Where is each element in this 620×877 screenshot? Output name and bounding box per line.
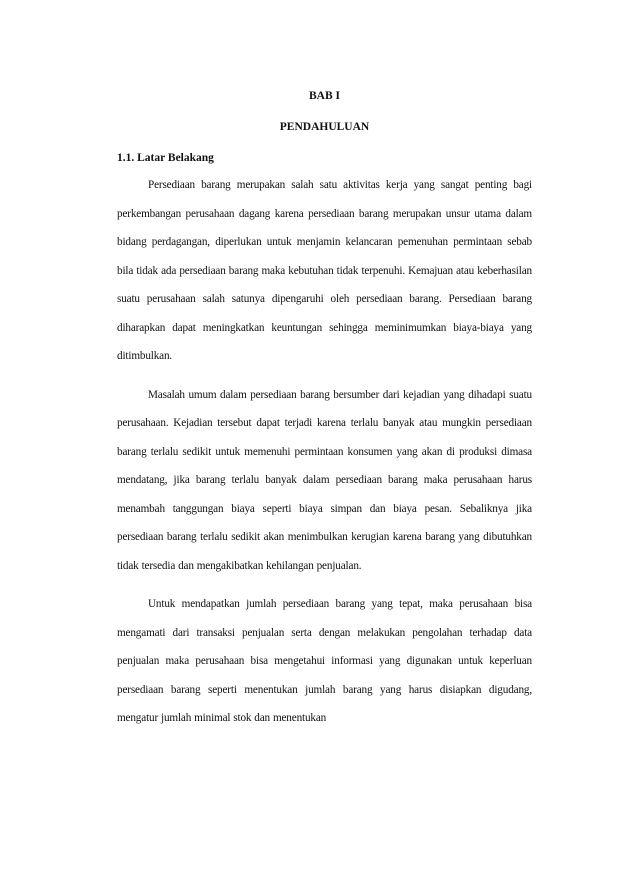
chapter-number: BAB I — [309, 90, 340, 102]
paragraph-1: Persediaan barang merupakan salah satu aktivitas kerja yang sangat penting bagi perkembangan perusahaan dagang karena persediaan barang merupakan unsur utama dalam bidang perdagangan, diperlukan untuk menjamin kelancaran pemenuhan permintaan sebab bila tidak ada persediaan barang maka kebutuhan tidak terpenuhi. Kemajuan atau keberhasilan suatu perusahaan salah satunya dipengaruhi oleh persediaan barang. Persediaan barang diharapkan dapat meningkatkan keuntungan sehingga meminimumkan biaya-biaya yang ditimbulkan. — [117, 179, 532, 362]
section-heading: 1.1. Latar Belakang — [117, 152, 214, 164]
paragraph-2: Masalah umum dalam persediaan barang bersumber dari kejadian yang dihadapi suatu perusahaan. Kejadian tersebut dapat terjadi karena terlalu banyak atau mungkin persediaan barang terlalu sedikit untuk memenuhi permintaan konsumen yang akan di produksi dimasa mendatang, jika barang terlalu banyak dalam persediaan barang maka perusahaan harus menambah tanggungan biaya seperti biaya simpan dan biaya pesan. Sebaliknya jika persediaan barang terlalu sedikit akan menimbulkan kerugian karena barang yang dibutuhkan tidak tersedia dan mengakibatkan kehilangan penjualan. — [117, 388, 532, 572]
chapter-title: PENDAHULUAN — [279, 121, 370, 133]
paragraph-3: Untuk mendapatkan jumlah persediaan barang yang tepat, maka perusahaan bisa mengamati dari transaksi penjualan serta dengan melakukan pengolahan terhadap data penjualan maka perusahaan bisa mengetahui informasi yang digunakan untuk keperluan persediaan barang seperti menentukan jumlah barang yang harus disiapkan digudang, mengatur jumlah minimal stok dan menentukan — [117, 598, 532, 724]
document-page — [117, 86, 532, 733]
